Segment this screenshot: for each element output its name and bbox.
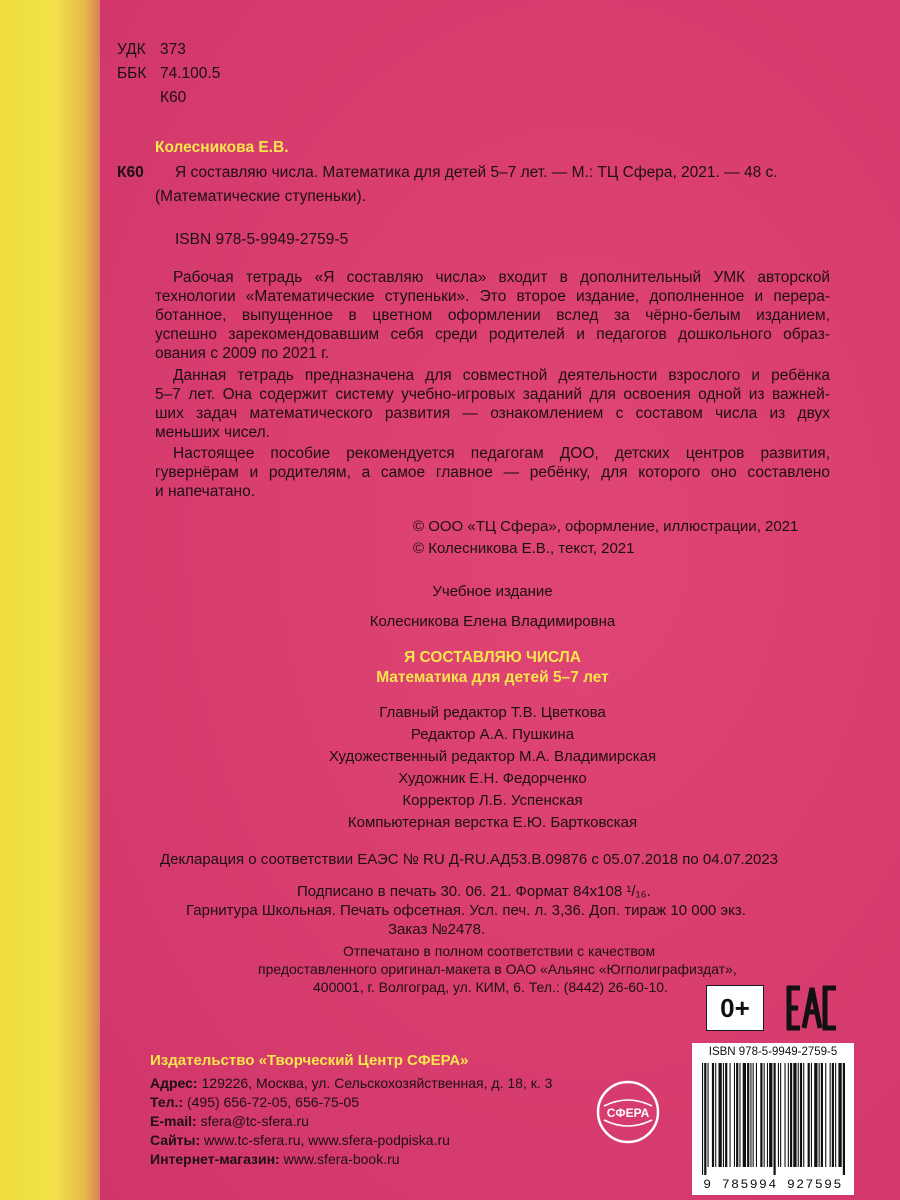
annotation-line: гувернёрам и родителям, а самое главное — ребёнку, для которого оно составлено: [155, 464, 830, 481]
shop-value: www.sfera-book.ru: [283, 1151, 400, 1167]
shop-label: Интернет-магазин:: [150, 1151, 280, 1167]
printer-line-2: предоставленного оригинал-макета в ОАО «Альянс «Югполиграфиздат»,: [258, 961, 737, 977]
barcode-bar: [704, 1063, 706, 1175]
annotation-line: Рабочая тетрадь «Я составляю числа» входит в дополнительный УМК авторской: [173, 269, 830, 286]
barcode-bar: [723, 1063, 724, 1167]
udk-label: УДК: [117, 41, 146, 58]
sfera-logo-icon: [596, 1080, 660, 1144]
declaration-line: Декларация о соответствии ЕАЭС № RU Д-RU.АД53.В.09876 с 05.07.2018 по 04.07.2023: [160, 851, 779, 868]
barcode-bar: [814, 1063, 817, 1167]
annotation-line: и напечатано.: [155, 483, 256, 500]
annotation-paragraph-1: [155, 268, 830, 363]
left-yellow-strip: [0, 0, 100, 1200]
barcode-bar: [790, 1063, 792, 1167]
barcode-bar: [734, 1063, 735, 1167]
catalog-code: К60: [117, 164, 144, 181]
barcode-bars: [700, 1063, 846, 1175]
credit-line: Редактор А.А. Пушкина: [410, 726, 575, 743]
edition-title: Я СОСТАВЛЯЮ ЧИСЛА: [404, 649, 581, 666]
barcode-bar: [715, 1063, 716, 1167]
barcode: [692, 1043, 854, 1195]
barcode-bar: [821, 1063, 823, 1167]
barcode-bar: [793, 1063, 796, 1167]
barcode-bar: [712, 1063, 714, 1167]
credit-line: Художник Е.Н. Федорченко: [398, 770, 587, 787]
address-label: Адрес:: [150, 1075, 198, 1091]
barcode-bar: [730, 1063, 731, 1167]
barcode-bar: [756, 1063, 757, 1167]
credit-line: Главный редактор Т.В. Цветкова: [379, 704, 606, 721]
barcode-bar: [774, 1063, 776, 1175]
barcode-bar: [843, 1063, 845, 1175]
sites-label: Сайты:: [150, 1132, 201, 1148]
barcode-bar: [819, 1063, 820, 1167]
bbk-value: 74.100.5: [160, 65, 221, 82]
annotation-paragraph-3: [155, 444, 830, 501]
barcode-bar: [785, 1063, 786, 1167]
barcode-bar: [743, 1063, 746, 1167]
annotation-line: ования с 2009 по 2021 г.: [155, 345, 330, 362]
edition-type: Учебное издание: [432, 583, 553, 600]
credit-line: Корректор Л.Б. Успенская: [402, 792, 583, 809]
barcode-bar: [747, 1063, 749, 1167]
barcode-bar: [798, 1063, 799, 1167]
barcode-bar: [778, 1063, 779, 1167]
annotation-line: успешно зарекомендовавшим себя среди родителей и педагогов дошкольного образ-: [155, 326, 830, 343]
barcode-bar: [753, 1063, 754, 1167]
barcode-bar: [760, 1063, 762, 1167]
barcode-bar: [739, 1063, 740, 1167]
barcode-bar: [767, 1063, 768, 1167]
copyright-line-1: © ООО «ТЦ Сфера», оформление, иллюстрации, 2021: [413, 518, 799, 535]
annotation-line: ботанное, выпущенное в цветном оформлении вслед за чёрно-белым изданием,: [155, 307, 830, 324]
email-label: E-mail:: [150, 1113, 197, 1129]
barcode-bar: [750, 1063, 751, 1167]
author-code: К60: [160, 89, 187, 106]
barcode-bar: [788, 1063, 789, 1167]
typeface-line: Гарнитура Школьная. Печать офсетная. Усл. печ. л. 3,36. Доп. тираж 10 000 экз.: [186, 902, 746, 919]
publisher-name: Издательство «Творческий Центр СФЕРА»: [150, 1052, 469, 1069]
udk-value: 373: [160, 41, 186, 58]
annotation-line: 5–7 лет. Она содержит систему учебно-игровых заданий для освоения одной из важней-: [155, 386, 830, 403]
barcode-bar: [708, 1063, 709, 1167]
annotation-line: технологии «Математические ступеньки». Это второе издание, дополненное и перера-: [155, 288, 830, 305]
phone-value: (495) 656-72-05, 656-75-05: [186, 1094, 359, 1110]
edition-subtitle: Математика для детей 5–7 лет: [376, 669, 609, 686]
barcode-bar: [736, 1063, 738, 1167]
barcode-digits: 9 785994 927595: [703, 1177, 843, 1192]
barcode-bar: [764, 1063, 765, 1167]
copyright-line-2: © Колесникова Е.В., текст, 2021: [413, 540, 635, 557]
barcode-bar: [825, 1063, 826, 1167]
catalog-isbn: ISBN 978-5-9949-2759-5: [175, 231, 349, 248]
printer-line-1: Отпечатано в полном соответствии с качеством: [343, 943, 656, 959]
barcode-bar: [832, 1063, 834, 1167]
barcode-bar: [803, 1063, 804, 1167]
edition-author: Колесникова Елена Владимировна: [369, 613, 616, 630]
barcode-isbn: ISBN 978-5-9949-2759-5: [708, 1046, 838, 1058]
credit-line: Компьютерная верстка Е.Ю. Бартковская: [347, 814, 638, 831]
eac-mark-icon: [786, 984, 838, 1032]
barcode-bar: [769, 1063, 772, 1167]
barcode-bar: [808, 1063, 810, 1167]
credit-line: Художественный редактор М.А. Владимирская: [328, 748, 657, 765]
barcode-bar: [838, 1063, 841, 1167]
age-rating-badge: 0+: [706, 985, 764, 1031]
order-line: Заказ №2478.: [388, 921, 486, 938]
annotation-paragraph-2: [155, 366, 830, 442]
catalog-line-2: (Математические ступеньки).: [155, 188, 366, 205]
phone-label: Тел.:: [150, 1094, 184, 1110]
barcode-bar: [719, 1063, 722, 1167]
logo-text: СФЕРА: [606, 1106, 650, 1120]
email-value: sfera@tc-sfera.ru: [200, 1113, 309, 1129]
barcode-bar: [702, 1063, 703, 1175]
annotation-line: ших задач математического развития — ознакомлением с составом числа из двух: [155, 405, 830, 422]
address-value: 129226, Москва, ул. Сельскохозяйственная, д. 18, к. 3: [201, 1075, 553, 1091]
barcode-bar: [780, 1063, 781, 1167]
sites-value: www.tc-sfera.ru, www.sfera-podpiska.ru: [204, 1132, 450, 1148]
barcode-bar: [835, 1063, 836, 1167]
annotation-line: Данная тетрадь предназначена для совместной деятельности взрослого и ребёнка: [173, 367, 830, 384]
catalog-line-1: Я составляю числа. Математика для детей 5–7 лет. — М.: ТЦ Сфера, 2021. — 48 с.: [175, 164, 778, 181]
signed-line: Подписано в печать 30. 06. 21. Формат 84x108 ¹/₁₆.: [297, 883, 651, 900]
barcode-bar: [830, 1063, 831, 1167]
barcode-bar: [725, 1063, 727, 1167]
annotation-line: меньших чисел.: [155, 424, 271, 441]
annotation-line: Настоящее пособие рекомендуется педагогам ДОО, детских центров развития,: [173, 445, 830, 462]
bbk-label: ББК: [117, 65, 147, 82]
catalog-author: Колесникова Е.В.: [155, 139, 289, 156]
barcode-bar: [811, 1063, 812, 1167]
barcode-bar: [800, 1063, 802, 1167]
printer-line-3: 400001, г. Волгоград, ул. КИМ, 6. Тел.: (8442) 26-60-10.: [313, 979, 668, 995]
